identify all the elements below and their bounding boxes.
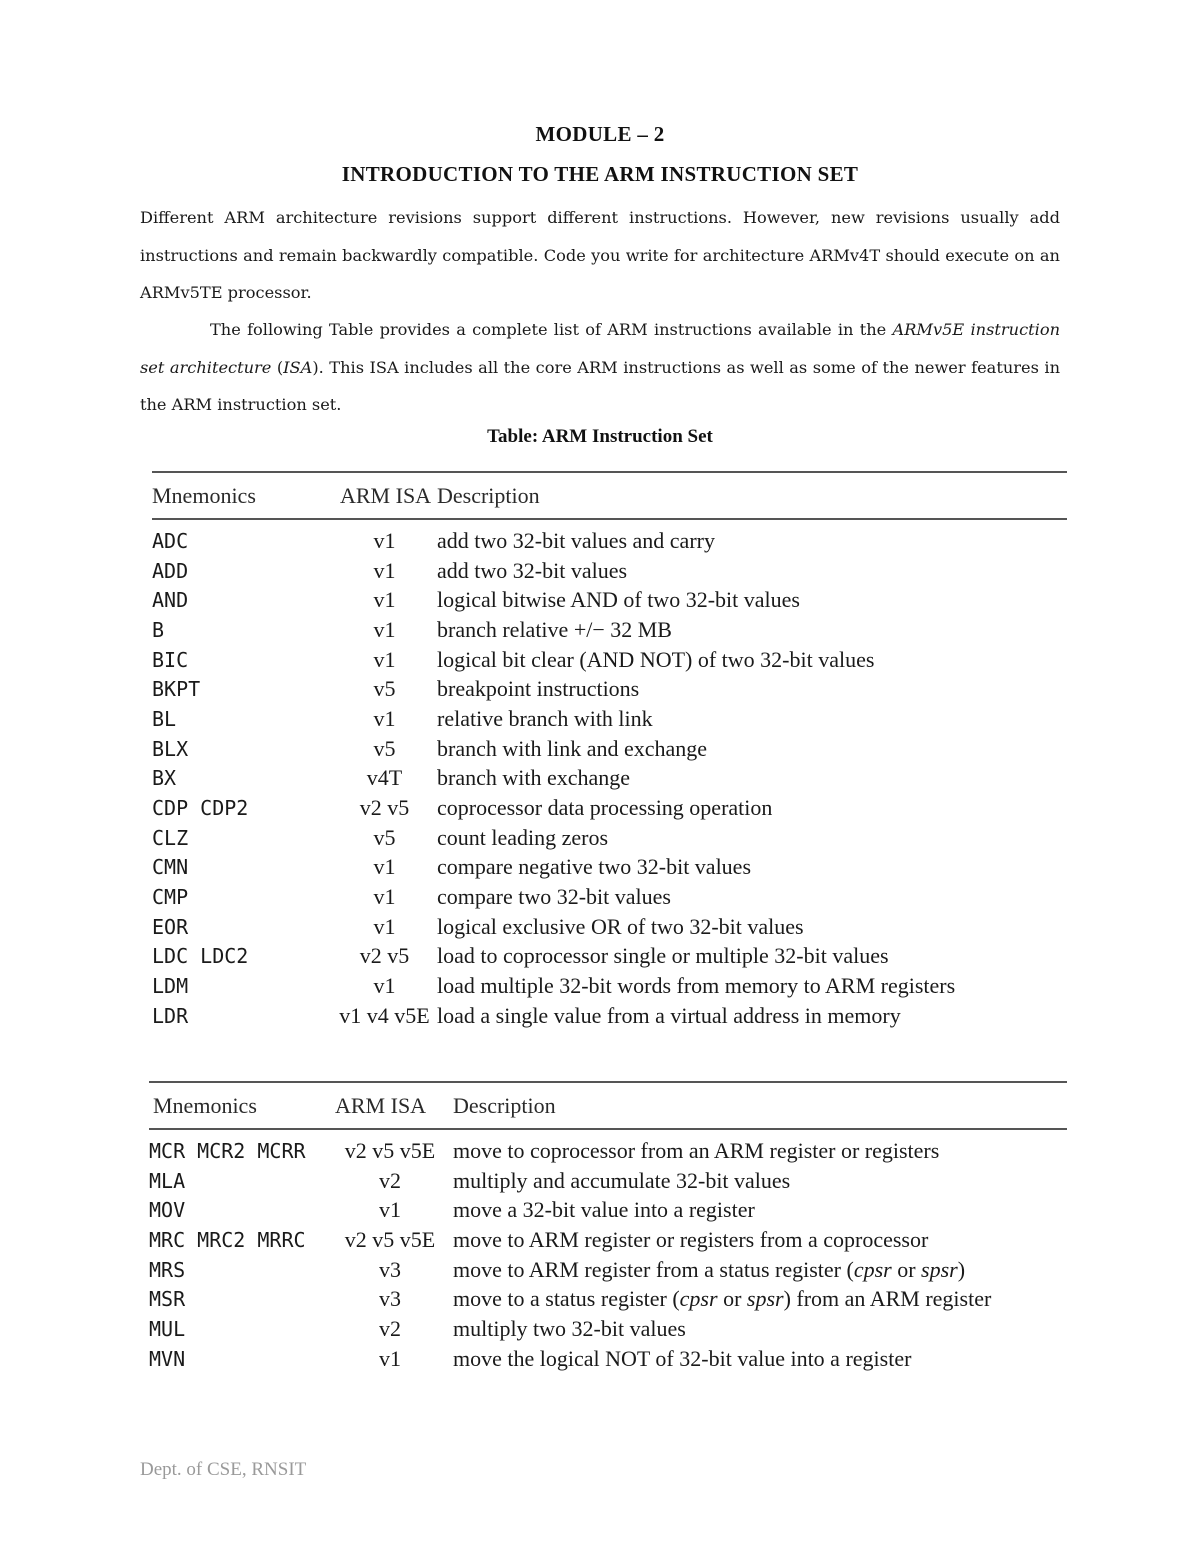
description-cell: breakpoint instructions bbox=[437, 676, 640, 702]
mnemonic-cell: MLA bbox=[149, 1168, 186, 1193]
description-cell: move a 32-bit value into a register bbox=[453, 1197, 755, 1223]
description-cell: load a single value from a virtual address in memory bbox=[437, 1002, 901, 1028]
arm-isa-cell: v1 bbox=[373, 913, 396, 939]
mnemonic-cell: LDM bbox=[152, 974, 189, 999]
description-desc-before: move to a status register ( bbox=[453, 1286, 680, 1312]
intro-paragraph-1: Different ARM architecture revisions support different instructions. However, new revisions usually add instructions and remain backwardly compatible. Code you write for architecture ARMv4T should execute on an ARMv5TE processor. bbox=[140, 208, 1060, 302]
arm-isa-cell: v1 bbox=[379, 1197, 401, 1223]
mnemonic-cell: BX bbox=[152, 766, 177, 791]
arm-isa-cell: v1 bbox=[373, 854, 396, 880]
mnemonic-cell: EOR bbox=[152, 914, 189, 939]
mnemonic-cell: BIC bbox=[152, 647, 189, 672]
mnemonic-cell: CMN bbox=[152, 855, 189, 880]
description-desc-i1: cpsr bbox=[679, 1286, 718, 1312]
description-desc-after: ) from an ARM register bbox=[783, 1286, 992, 1312]
mnemonic-cell: MUL bbox=[149, 1316, 186, 1341]
table-row bbox=[152, 585, 1067, 615]
description-cell bbox=[453, 1284, 1067, 1314]
description-cell: load multiple 32-bit words from memory to ARM registers bbox=[437, 973, 956, 999]
table-row bbox=[149, 1166, 1067, 1196]
arm-isa-cell: v2 bbox=[379, 1315, 401, 1341]
arm-isa-cell: v3 bbox=[379, 1256, 401, 1282]
arm-isa-cell: v2 v5 v5E bbox=[344, 1226, 436, 1252]
intro-paragraph-2 bbox=[140, 311, 1060, 424]
instruction-table-part-1 bbox=[152, 471, 1067, 1031]
arm-isa-cell: v1 v4 v5E bbox=[339, 1002, 430, 1028]
table-row bbox=[152, 734, 1067, 764]
arm-isa-cell: v1 bbox=[373, 616, 396, 642]
arm-isa-cell: v2 v5 bbox=[359, 795, 410, 821]
header-arm-isa: ARM ISA bbox=[340, 482, 432, 508]
table-row bbox=[152, 971, 1067, 1001]
description-cell: multiply two 32-bit values bbox=[453, 1315, 686, 1341]
table-row bbox=[152, 853, 1067, 883]
arm-isa-cell: v1 bbox=[373, 884, 396, 910]
table-row bbox=[152, 1001, 1067, 1031]
table-row bbox=[152, 882, 1067, 912]
description-cell: add two 32-bit values bbox=[437, 557, 628, 583]
arm-isa-cell: v1 bbox=[373, 557, 396, 583]
mnemonic-cell: ADD bbox=[152, 558, 189, 583]
mnemonic-cell: ADC bbox=[152, 528, 189, 553]
description-desc-before: move to ARM register from a status register ( bbox=[453, 1256, 854, 1282]
header-description: Description bbox=[437, 482, 540, 508]
arm-isa-cell: v5 bbox=[373, 735, 396, 761]
description-cell: load to coprocessor single or multiple 32-bit values bbox=[437, 943, 889, 969]
table-row bbox=[152, 793, 1067, 823]
arm-isa-cell: v4T bbox=[366, 765, 403, 791]
table-row bbox=[149, 1284, 1067, 1314]
table-header-row bbox=[149, 1082, 1067, 1129]
table-row bbox=[149, 1195, 1067, 1225]
mnemonic-cell: MSR bbox=[149, 1287, 186, 1312]
description-desc-mid: or bbox=[891, 1256, 922, 1282]
table-row bbox=[149, 1225, 1067, 1255]
description-desc-i2: spsr bbox=[921, 1256, 958, 1282]
arm-isa-cell: v1 bbox=[373, 527, 396, 553]
description-cell: add two 32-bit values and carry bbox=[437, 527, 715, 553]
description-desc-after: ) bbox=[957, 1256, 966, 1282]
mnemonic-cell: B bbox=[152, 617, 165, 642]
table-header-row bbox=[152, 472, 1067, 519]
arm-isa-cell: v2 bbox=[379, 1167, 401, 1193]
table-caption: Table: ARM Instruction Set bbox=[487, 426, 713, 447]
description-desc-i1: cpsr bbox=[853, 1256, 892, 1282]
description-cell bbox=[453, 1255, 1067, 1285]
arm-isa-cell: v3 bbox=[379, 1286, 401, 1312]
table-row bbox=[152, 942, 1067, 972]
mnemonic-cell: MOV bbox=[149, 1198, 186, 1223]
arm-isa-cell: v2 v5 v5E bbox=[344, 1137, 436, 1163]
para2-text-before: The following Table provides a complete list of ARM instructions available in the bbox=[210, 320, 893, 339]
description-cell: logical bitwise AND of two 32-bit values bbox=[437, 587, 800, 613]
description-cell: branch relative +/− 32 MB bbox=[437, 616, 672, 642]
header-description: Description bbox=[453, 1092, 556, 1118]
description-cell: relative branch with link bbox=[437, 705, 653, 731]
para2-text-after: ). This ISA includes all the core ARM instructions as well as some of the newer features in the ARM instruction set. bbox=[140, 357, 1060, 414]
module-heading: MODULE – 2 bbox=[535, 122, 665, 146]
mnemonic-cell: MVN bbox=[149, 1346, 186, 1371]
page-footer: Dept. of CSE, RNSIT bbox=[140, 1459, 307, 1480]
mnemonic-cell: CMP bbox=[152, 885, 189, 910]
table-row bbox=[152, 912, 1067, 942]
table-row bbox=[152, 556, 1067, 586]
table-row bbox=[152, 764, 1067, 794]
mnemonic-cell: MRC MRC2 MRRC bbox=[149, 1227, 306, 1252]
description-cell: compare two 32-bit values bbox=[437, 884, 671, 910]
description-cell: move to coprocessor from an ARM register or registers bbox=[453, 1137, 940, 1163]
header-mnemonics: Mnemonics bbox=[152, 482, 256, 508]
table-row bbox=[149, 1344, 1067, 1374]
mnemonic-cell: MRS bbox=[149, 1257, 186, 1282]
arm-isa-cell: v1 bbox=[373, 705, 396, 731]
mnemonic-cell: LDR bbox=[152, 1003, 189, 1028]
instruction-table-part-2 bbox=[149, 1081, 1067, 1374]
table-row bbox=[152, 526, 1067, 556]
header-arm-isa: ARM ISA bbox=[335, 1092, 427, 1118]
arm-isa-cell: v1 bbox=[373, 587, 396, 613]
mnemonic-cell: BLX bbox=[152, 736, 189, 761]
mnemonic-cell: AND bbox=[152, 588, 189, 613]
description-desc-i2: spsr bbox=[746, 1286, 784, 1312]
description-cell: logical bit clear (AND NOT) of two 32-bit values bbox=[437, 646, 875, 672]
description-cell: compare negative two 32-bit values bbox=[437, 854, 752, 880]
table-row bbox=[149, 1255, 1067, 1285]
mnemonic-cell: MCR MCR2 MCRR bbox=[149, 1138, 306, 1163]
mnemonic-cell: BKPT bbox=[152, 677, 201, 702]
para2-text-mid: ( bbox=[271, 357, 284, 377]
description-cell: branch with link and exchange bbox=[437, 735, 708, 761]
arm-isa-cell: v1 bbox=[373, 646, 396, 672]
header-mnemonics: Mnemonics bbox=[153, 1092, 257, 1118]
mnemonic-cell: CLZ bbox=[152, 825, 189, 850]
page-title: INTRODUCTION TO THE ARM INSTRUCTION SET bbox=[341, 162, 859, 186]
arm-isa-cell: v1 bbox=[373, 973, 396, 999]
para2-italic-isa-name: ARMv5E instruction set architecture bbox=[140, 320, 1060, 377]
description-cell: coprocessor data processing operation bbox=[437, 795, 773, 821]
description-cell: branch with exchange bbox=[437, 765, 631, 791]
mnemonic-cell: BL bbox=[152, 706, 177, 731]
description-cell: multiply and accumulate 32-bit values bbox=[453, 1167, 791, 1193]
mnemonic-cell: LDC LDC2 bbox=[152, 944, 249, 969]
table-row bbox=[149, 1136, 1067, 1166]
arm-isa-cell: v1 bbox=[379, 1345, 401, 1371]
arm-isa-cell: v5 bbox=[373, 824, 396, 850]
mnemonic-cell: CDP CDP2 bbox=[152, 796, 249, 821]
table-row bbox=[149, 1314, 1067, 1344]
description-cell: count leading zeros bbox=[437, 824, 609, 850]
arm-isa-cell: v2 v5 bbox=[359, 943, 410, 969]
description-cell: logical exclusive OR of two 32-bit values bbox=[437, 913, 804, 939]
table-row bbox=[152, 674, 1067, 704]
table-row bbox=[152, 615, 1067, 645]
table-row bbox=[152, 823, 1067, 853]
description-cell: move the logical NOT of 32-bit value into a register bbox=[453, 1345, 912, 1371]
table-row bbox=[152, 645, 1067, 675]
para2-italic-isa-abbrev: ISA bbox=[283, 357, 313, 377]
table-row bbox=[152, 704, 1067, 734]
arm-isa-cell: v5 bbox=[373, 676, 396, 702]
description-cell: move to ARM register or registers from a coprocessor bbox=[453, 1226, 929, 1252]
description-desc-mid: or bbox=[717, 1286, 747, 1312]
